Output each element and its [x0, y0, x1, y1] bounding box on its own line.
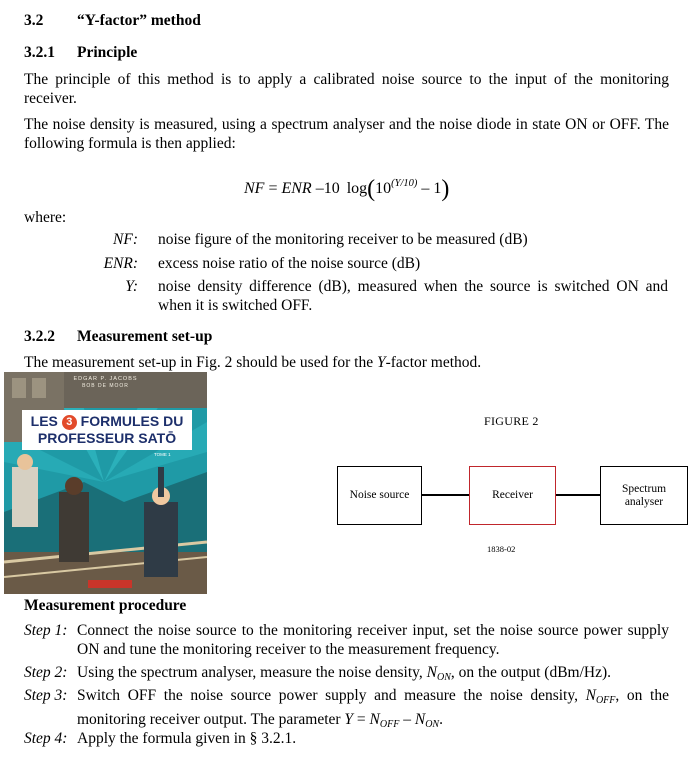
figure-code: 1838-02: [487, 544, 516, 554]
definition-term: NF:: [113, 231, 138, 248]
definition-desc: noise figure of the monitoring receiver to be measured (dB): [158, 231, 528, 248]
figure-title: FIGURE 2: [484, 414, 539, 428]
where-label: where:: [24, 209, 67, 226]
connector-receiver-spectrum: [554, 494, 601, 496]
definition-term: ENR:: [103, 255, 138, 272]
noise-source-box: Noise source: [337, 466, 422, 525]
step-text: Switch OFF the noise source power supply and measure the noise density, $N_{OFF}$, on the monitoring receiver output. The parameter $Y = N_{OFF} - N_{ON}$.: [77, 687, 669, 730]
section-3-2-1-heading: [24, 44, 138, 62]
book-cover-image: [4, 372, 207, 594]
formula-minus-one: – 1: [421, 180, 442, 197]
book-tome: TOME 1: [154, 452, 171, 457]
formula-minus-ten: –10: [315, 180, 340, 197]
section-title: Measurement set-up: [77, 328, 213, 345]
book-title-line-2: PROFESSEUR SATŌ: [37, 430, 177, 446]
section-number: 3.2: [24, 12, 44, 29]
connector-noise-receiver: [420, 494, 470, 496]
formula-nf: NF: [244, 180, 265, 197]
section-number: 3.2.2: [24, 328, 55, 345]
formula-base: 10: [375, 180, 392, 197]
section-title: “Y-factor” method: [77, 12, 201, 29]
step-1: [24, 621, 669, 661]
section-title: Principle: [77, 44, 138, 61]
book-coauthor: BOB DE MOOR: [82, 383, 129, 389]
section-number: 3.2.1: [24, 44, 55, 61]
step-label: Step 4:: [24, 730, 68, 747]
definition-desc: excess noise ratio of the noise source (dB): [158, 255, 421, 272]
setup-paragraph: The measurement set-up in Fig. 2 should be used for the Y-factor method.: [24, 354, 482, 371]
step-label: Step 2:: [24, 664, 68, 681]
formula-exponent: (Y/10): [391, 178, 418, 189]
book-author: EDGAR P. JACOBS: [73, 376, 138, 382]
book-title-number: 3: [62, 415, 77, 430]
receiver-box: Receiver: [469, 466, 556, 525]
formula-equals: =: [268, 180, 278, 197]
nf-formula: NF = ENR –10 $\log(10^{(Y/10)} - 1)$: [244, 176, 450, 202]
definition-term: Y:: [125, 278, 138, 295]
spectrum-analyser-box: Spectrum analyser: [600, 466, 688, 525]
step-text: Connect the noise source to the monitoring receiver input, set the noise source power supply ON and tune the monitoring receiver to the measurement frequency.: [77, 622, 669, 658]
book-cover-illustration: [4, 372, 207, 594]
principle-paragraph-2: The noise density is measured, using a spectrum analyser and the noise diode in state ON or OFF. The following formula is then applied:: [24, 116, 669, 152]
step-2: [24, 663, 669, 683]
procedure-heading: Measurement procedure: [24, 597, 187, 614]
step-4: [24, 729, 669, 749]
step-text: Apply the formula given in § 3.2.1.: [77, 730, 297, 747]
section-3-2-heading: [24, 12, 201, 30]
step-label: Step 3:: [24, 687, 68, 704]
principle-paragraph-1: The principle of this method is to apply a calibrated noise source to the input of the monitoring receiver.: [24, 71, 669, 107]
section-3-2-2-heading: [24, 328, 213, 346]
formula-log: log: [346, 180, 368, 197]
book-title-line-1: LES 3 FORMULES DU: [30, 413, 184, 429]
formula-enr: ENR: [281, 180, 312, 197]
definition-desc: noise density difference (dB), measured when the source is switched ON and when it is switched OFF.: [158, 278, 668, 314]
step-label: Step 1:: [24, 622, 68, 639]
step-text: Using the spectrum analyser, measure the noise density, $N_{ON}$, on the output (dBm/Hz).: [77, 664, 612, 683]
step-3: [24, 686, 669, 730]
